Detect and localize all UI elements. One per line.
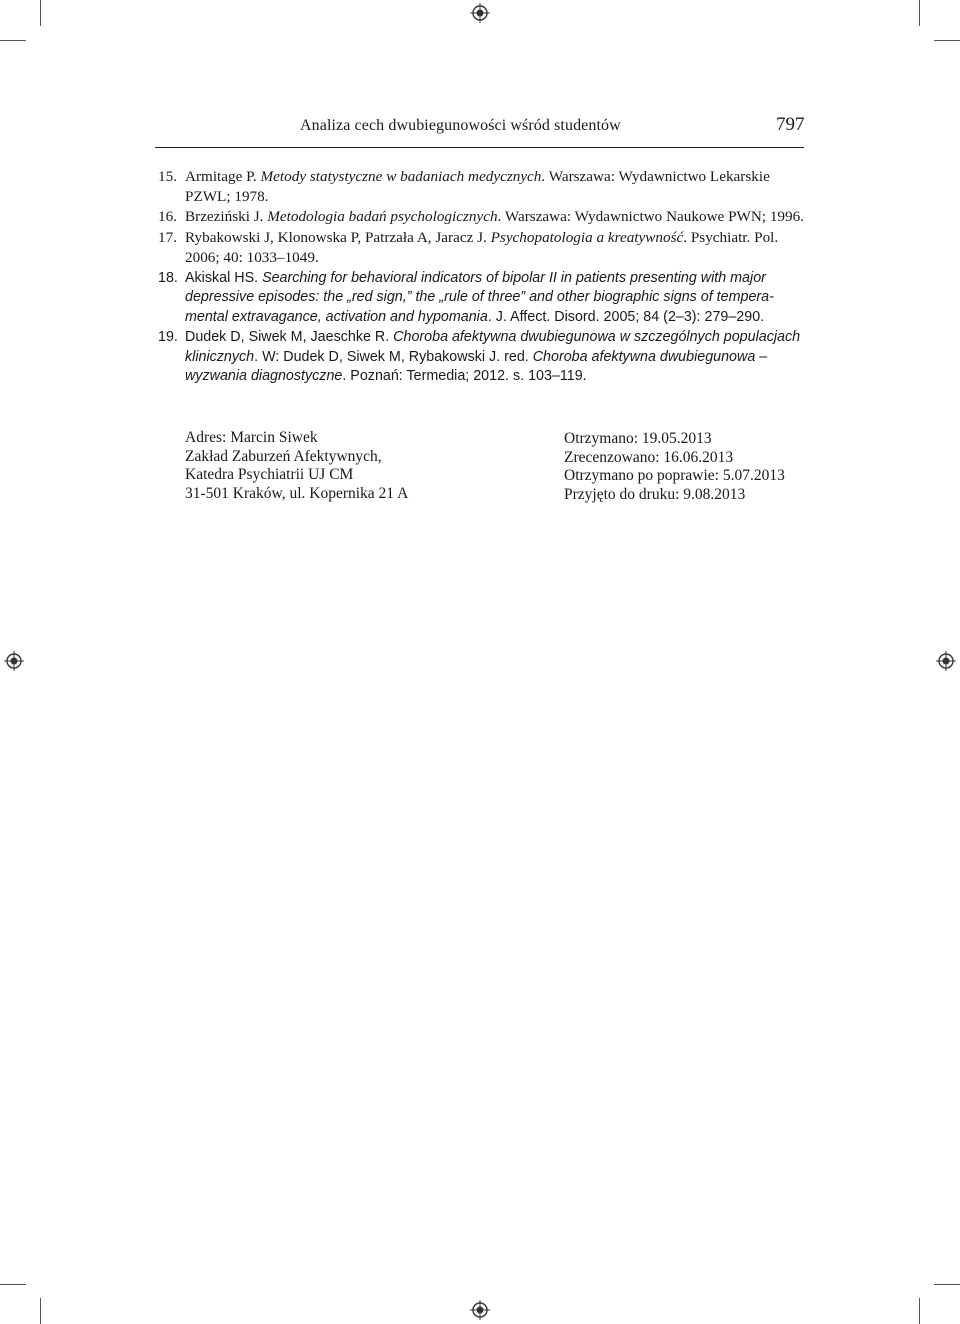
address-line: Zakład Zaburzeń Afektywnych, — [185, 447, 382, 465]
reference-text — [185, 269, 810, 328]
reference-item — [158, 269, 810, 328]
reference-list — [158, 167, 810, 388]
page-number: 797 — [776, 114, 805, 135]
address-line: Adres: Marcin Siwek — [185, 429, 318, 446]
registration-mark-icon — [470, 1300, 490, 1320]
reference-title: Choroba afektywna dwubiegunowa – wyzwania diagnostyczne — [185, 348, 768, 385]
address-line: Katedra Psychiatrii UJ CM — [185, 466, 354, 483]
date-line-received: Otrzymano: 19.05.2013 — [564, 430, 712, 447]
reference-number: 19. — [158, 329, 178, 346]
header-rule — [155, 147, 804, 148]
reference-segment: . Psychiatr. Pol. 2006; 40: 1033–1049. — [185, 229, 779, 266]
reference-number: 16. — [158, 208, 177, 226]
reference-segment: Akiskal HS. — [185, 269, 263, 286]
address-line: 31-501 Kraków, ul. Kopernika 21 A — [185, 484, 409, 502]
correspondence-address — [185, 429, 408, 503]
reference-segment: Armitage P. — [185, 168, 261, 185]
registration-mark-icon — [470, 3, 490, 23]
reference-item — [158, 207, 810, 227]
reference-title: Metody statystyczne w badaniach medycznych — [260, 168, 542, 185]
reference-item — [158, 228, 810, 267]
reference-segment: Brzeziński J. — [185, 208, 268, 226]
reference-text — [185, 167, 810, 206]
reference-segment: . Poznań: Termedia; 2012. s. 103–119. — [342, 368, 587, 385]
crop-mark-top-left-horizontal — [0, 40, 26, 41]
reference-segment: Rybakowski J, Klonowska P, Patrzała A, Jaracz J. — [185, 229, 491, 247]
reference-segment: . W: Dudek D, Siwek M, Rybakowski J. red. — [254, 348, 533, 365]
crop-mark-bottom-left-vertical — [40, 1298, 41, 1324]
reference-text — [185, 207, 810, 227]
registration-mark-icon — [936, 651, 956, 671]
manuscript-dates — [564, 430, 785, 504]
reference-text — [185, 228, 810, 267]
reference-number: 17. — [158, 229, 177, 247]
reference-item — [158, 328, 810, 387]
crop-mark-bottom-right-horizontal — [934, 1284, 960, 1285]
registration-mark-icon — [4, 651, 24, 671]
crop-mark-top-left-vertical — [40, 0, 41, 26]
reference-number: 15. — [158, 168, 177, 185]
reference-item — [158, 167, 810, 206]
date-line-revised: Otrzymano po poprawie: 5.07.2013 — [564, 467, 785, 484]
crop-mark-top-right-vertical — [919, 0, 920, 26]
crop-mark-top-right-horizontal — [934, 40, 960, 41]
date-line-accepted: Przyjęto do druku: 9.08.2013 — [564, 485, 746, 503]
reference-title: Choroba afektywna dwubiegunowa w szczególnych populacjach klinicznych — [185, 329, 801, 365]
reference-segment: . J. Affect. Disord. 2005; 84 (2–3): 279–290. — [487, 308, 765, 325]
reference-segment: . Warszawa: Wydawnictwo Lekarskie PZWL; 1978. — [185, 168, 770, 205]
reference-segment: . Warszawa: Wydawnictwo Naukowe PWN; 1996. — [497, 208, 805, 226]
reference-title: Metodologia badań psychologicznych — [267, 208, 498, 226]
reference-text — [185, 328, 810, 387]
crop-mark-bottom-left-horizontal — [0, 1284, 26, 1285]
running-header-title: Analiza cech dwubiegunowości wśród studentów — [300, 117, 621, 134]
date-line-reviewed: Zrecenzowano: 16.06.2013 — [564, 448, 734, 466]
reference-segment: Dudek D, Siwek M, Jaeschke R. — [185, 329, 394, 346]
reference-title: Searching for behavioral indicators of bipolar II in patients presenting with major depressive episodes: the „red sign,” the „rule of three” and other biographic signs of tempera-mental extravagance, activation and hypomania — [185, 269, 774, 325]
reference-number: 18. — [158, 269, 178, 286]
crop-mark-bottom-right-vertical — [919, 1298, 920, 1324]
reference-title: Psychopatologia a kreatywność — [490, 229, 684, 247]
